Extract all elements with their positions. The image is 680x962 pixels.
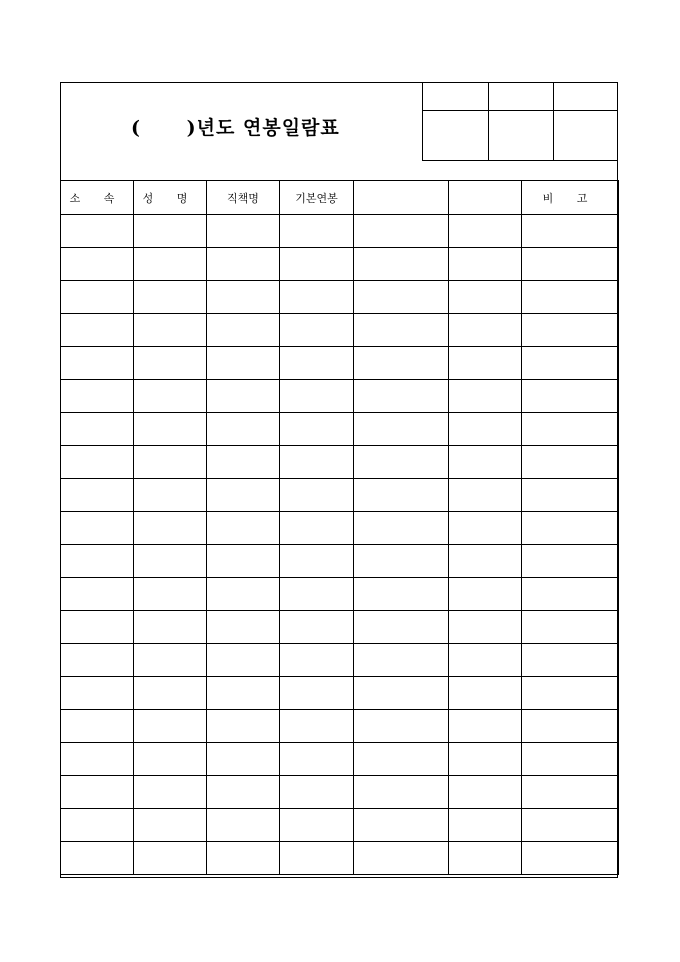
table-cell[interactable] bbox=[449, 743, 522, 776]
table-row bbox=[61, 710, 619, 743]
table-cell[interactable] bbox=[522, 611, 619, 644]
table-cell[interactable] bbox=[522, 842, 619, 875]
table-cell[interactable] bbox=[280, 512, 354, 545]
table-cell[interactable] bbox=[280, 479, 354, 512]
approval-head-cell bbox=[423, 83, 489, 111]
table-cell[interactable] bbox=[522, 347, 619, 380]
table-cell[interactable] bbox=[354, 281, 449, 314]
table-cell[interactable] bbox=[61, 479, 134, 512]
table-cell[interactable] bbox=[280, 545, 354, 578]
table-cell[interactable] bbox=[61, 743, 134, 776]
table-row bbox=[61, 611, 619, 644]
table-cell[interactable] bbox=[522, 413, 619, 446]
table-cell[interactable] bbox=[134, 479, 207, 512]
table-cell[interactable] bbox=[280, 644, 354, 677]
table-cell[interactable] bbox=[61, 413, 134, 446]
table-cell[interactable] bbox=[280, 380, 354, 413]
table-cell[interactable] bbox=[280, 776, 354, 809]
table-row bbox=[61, 743, 619, 776]
column-header-remarks: 비 고 bbox=[522, 181, 619, 215]
table-cell[interactable] bbox=[449, 314, 522, 347]
table-row bbox=[61, 545, 619, 578]
table-row bbox=[61, 512, 619, 545]
table-cell[interactable] bbox=[207, 743, 280, 776]
table-cell[interactable] bbox=[207, 314, 280, 347]
table-cell[interactable] bbox=[354, 776, 449, 809]
table-cell[interactable] bbox=[207, 215, 280, 248]
table-cell[interactable] bbox=[134, 281, 207, 314]
salary-list-form bbox=[60, 82, 618, 878]
table-row bbox=[61, 215, 619, 248]
table-cell[interactable] bbox=[522, 545, 619, 578]
table-cell[interactable] bbox=[449, 215, 522, 248]
table-cell[interactable] bbox=[354, 380, 449, 413]
table-cell[interactable] bbox=[134, 314, 207, 347]
table-cell[interactable] bbox=[354, 710, 449, 743]
table-cell[interactable] bbox=[207, 809, 280, 842]
table-cell[interactable] bbox=[134, 644, 207, 677]
table-cell[interactable] bbox=[134, 248, 207, 281]
table-cell[interactable] bbox=[134, 842, 207, 875]
title-area bbox=[61, 83, 617, 181]
table-cell[interactable] bbox=[449, 479, 522, 512]
table-cell[interactable] bbox=[449, 611, 522, 644]
table-cell[interactable] bbox=[61, 281, 134, 314]
table-row bbox=[61, 578, 619, 611]
approval-box bbox=[422, 82, 618, 161]
table-cell[interactable] bbox=[354, 314, 449, 347]
table-cell[interactable] bbox=[61, 446, 134, 479]
table-cell[interactable] bbox=[207, 446, 280, 479]
table-cell[interactable] bbox=[449, 677, 522, 710]
table-cell[interactable] bbox=[61, 611, 134, 644]
column-header-name: 성 명 bbox=[134, 181, 207, 215]
table-cell[interactable] bbox=[449, 413, 522, 446]
table-row bbox=[61, 776, 619, 809]
table-cell[interactable] bbox=[280, 215, 354, 248]
table-row bbox=[61, 314, 619, 347]
table-cell[interactable] bbox=[522, 281, 619, 314]
table-cell[interactable] bbox=[61, 644, 134, 677]
table-row bbox=[61, 380, 619, 413]
table-cell[interactable] bbox=[449, 446, 522, 479]
table-cell[interactable] bbox=[134, 347, 207, 380]
column-header-department: 소 속 bbox=[61, 181, 134, 215]
table-cell[interactable] bbox=[61, 215, 134, 248]
table-cell[interactable] bbox=[354, 347, 449, 380]
table-cell[interactable] bbox=[207, 842, 280, 875]
table-cell[interactable] bbox=[61, 347, 134, 380]
column-header-blank-1 bbox=[354, 181, 449, 215]
table-cell[interactable] bbox=[354, 413, 449, 446]
table-cell[interactable] bbox=[134, 677, 207, 710]
table-row bbox=[61, 347, 619, 380]
table-cell[interactable] bbox=[207, 578, 280, 611]
table-cell[interactable] bbox=[522, 446, 619, 479]
table-row bbox=[61, 809, 619, 842]
table-cell[interactable] bbox=[354, 215, 449, 248]
column-header-base-salary: 기본연봉 bbox=[280, 181, 354, 215]
table-cell[interactable] bbox=[354, 644, 449, 677]
salary-table bbox=[60, 180, 619, 875]
table-cell[interactable] bbox=[449, 248, 522, 281]
table-cell[interactable] bbox=[280, 314, 354, 347]
table-cell[interactable] bbox=[280, 809, 354, 842]
table-cell[interactable] bbox=[61, 578, 134, 611]
table-header-row bbox=[61, 181, 619, 215]
table-cell[interactable] bbox=[449, 809, 522, 842]
table-cell[interactable] bbox=[61, 842, 134, 875]
table-cell[interactable] bbox=[134, 446, 207, 479]
table-cell[interactable] bbox=[207, 413, 280, 446]
table-cell[interactable] bbox=[207, 512, 280, 545]
table-cell[interactable] bbox=[522, 677, 619, 710]
table-cell[interactable] bbox=[280, 677, 354, 710]
table-cell[interactable] bbox=[449, 710, 522, 743]
table-cell[interactable] bbox=[280, 446, 354, 479]
table-cell[interactable] bbox=[449, 776, 522, 809]
table-cell[interactable] bbox=[134, 611, 207, 644]
table-cell[interactable] bbox=[449, 545, 522, 578]
table-cell[interactable] bbox=[61, 677, 134, 710]
table-cell[interactable] bbox=[61, 248, 134, 281]
table-row bbox=[61, 842, 619, 875]
table-cell[interactable] bbox=[522, 644, 619, 677]
table-cell[interactable] bbox=[280, 842, 354, 875]
table-cell[interactable] bbox=[522, 380, 619, 413]
table-cell[interactable] bbox=[522, 512, 619, 545]
table-cell[interactable] bbox=[207, 281, 280, 314]
form-title: ( )년도 연봉일람표 bbox=[131, 117, 340, 139]
table-cell[interactable] bbox=[134, 380, 207, 413]
table-cell[interactable] bbox=[134, 710, 207, 743]
table-cell[interactable] bbox=[61, 809, 134, 842]
table-cell[interactable] bbox=[134, 776, 207, 809]
approval-head-cell bbox=[488, 83, 554, 111]
approval-head-cell bbox=[554, 83, 618, 111]
table-cell[interactable] bbox=[280, 281, 354, 314]
table-cell[interactable] bbox=[354, 479, 449, 512]
table-row bbox=[61, 677, 619, 710]
table-cell[interactable] bbox=[134, 215, 207, 248]
table-cell[interactable] bbox=[207, 677, 280, 710]
table-cell[interactable] bbox=[354, 842, 449, 875]
table-cell[interactable] bbox=[134, 413, 207, 446]
table-cell[interactable] bbox=[61, 512, 134, 545]
table-cell[interactable] bbox=[354, 512, 449, 545]
table-cell[interactable] bbox=[207, 380, 280, 413]
table-row bbox=[61, 248, 619, 281]
table-cell[interactable] bbox=[522, 809, 619, 842]
table-cell[interactable] bbox=[207, 347, 280, 380]
table-cell[interactable] bbox=[134, 578, 207, 611]
table-cell[interactable] bbox=[354, 545, 449, 578]
table-cell[interactable] bbox=[354, 578, 449, 611]
table-cell[interactable] bbox=[354, 248, 449, 281]
table-cell[interactable] bbox=[280, 611, 354, 644]
table-cell[interactable] bbox=[61, 710, 134, 743]
table-cell[interactable] bbox=[207, 644, 280, 677]
table-row bbox=[61, 446, 619, 479]
table-cell[interactable] bbox=[522, 578, 619, 611]
table-cell[interactable] bbox=[449, 512, 522, 545]
table-cell[interactable] bbox=[280, 248, 354, 281]
table-cell[interactable] bbox=[61, 545, 134, 578]
table-cell[interactable] bbox=[354, 809, 449, 842]
table-cell[interactable] bbox=[354, 446, 449, 479]
table-cell[interactable] bbox=[449, 644, 522, 677]
table-cell[interactable] bbox=[207, 710, 280, 743]
table-cell[interactable] bbox=[449, 380, 522, 413]
table-cell[interactable] bbox=[522, 776, 619, 809]
table-cell[interactable] bbox=[522, 710, 619, 743]
table-cell[interactable] bbox=[354, 611, 449, 644]
table-cell[interactable] bbox=[207, 248, 280, 281]
approval-sign-cell[interactable] bbox=[554, 111, 618, 161]
column-header-position: 직책명 bbox=[207, 181, 280, 215]
table-cell[interactable] bbox=[207, 611, 280, 644]
column-header-blank-2 bbox=[449, 181, 522, 215]
table-cell[interactable] bbox=[280, 347, 354, 380]
table-row bbox=[61, 281, 619, 314]
table-cell[interactable] bbox=[522, 314, 619, 347]
table-cell[interactable] bbox=[522, 743, 619, 776]
table-cell[interactable] bbox=[61, 380, 134, 413]
table-cell[interactable] bbox=[280, 413, 354, 446]
table-cell[interactable] bbox=[207, 776, 280, 809]
table-cell[interactable] bbox=[449, 347, 522, 380]
table-cell[interactable] bbox=[61, 314, 134, 347]
table-cell[interactable] bbox=[134, 512, 207, 545]
table-cell[interactable] bbox=[522, 479, 619, 512]
table-cell[interactable] bbox=[354, 743, 449, 776]
table-cell[interactable] bbox=[522, 248, 619, 281]
table-cell[interactable] bbox=[134, 545, 207, 578]
table-cell[interactable] bbox=[522, 215, 619, 248]
table-cell[interactable] bbox=[207, 479, 280, 512]
table-row bbox=[61, 413, 619, 446]
table-cell[interactable] bbox=[280, 710, 354, 743]
table-cell[interactable] bbox=[449, 578, 522, 611]
table-row bbox=[61, 479, 619, 512]
table-body bbox=[61, 215, 619, 875]
table-cell[interactable] bbox=[134, 743, 207, 776]
table-cell[interactable] bbox=[280, 578, 354, 611]
table-cell[interactable] bbox=[280, 743, 354, 776]
table-cell[interactable] bbox=[134, 809, 207, 842]
table-cell[interactable] bbox=[207, 545, 280, 578]
table-row bbox=[61, 644, 619, 677]
table-cell[interactable] bbox=[354, 677, 449, 710]
table-cell[interactable] bbox=[449, 281, 522, 314]
table-cell[interactable] bbox=[449, 842, 522, 875]
approval-sign-cell[interactable] bbox=[423, 111, 489, 161]
approval-sign-cell[interactable] bbox=[488, 111, 554, 161]
table-cell[interactable] bbox=[61, 776, 134, 809]
